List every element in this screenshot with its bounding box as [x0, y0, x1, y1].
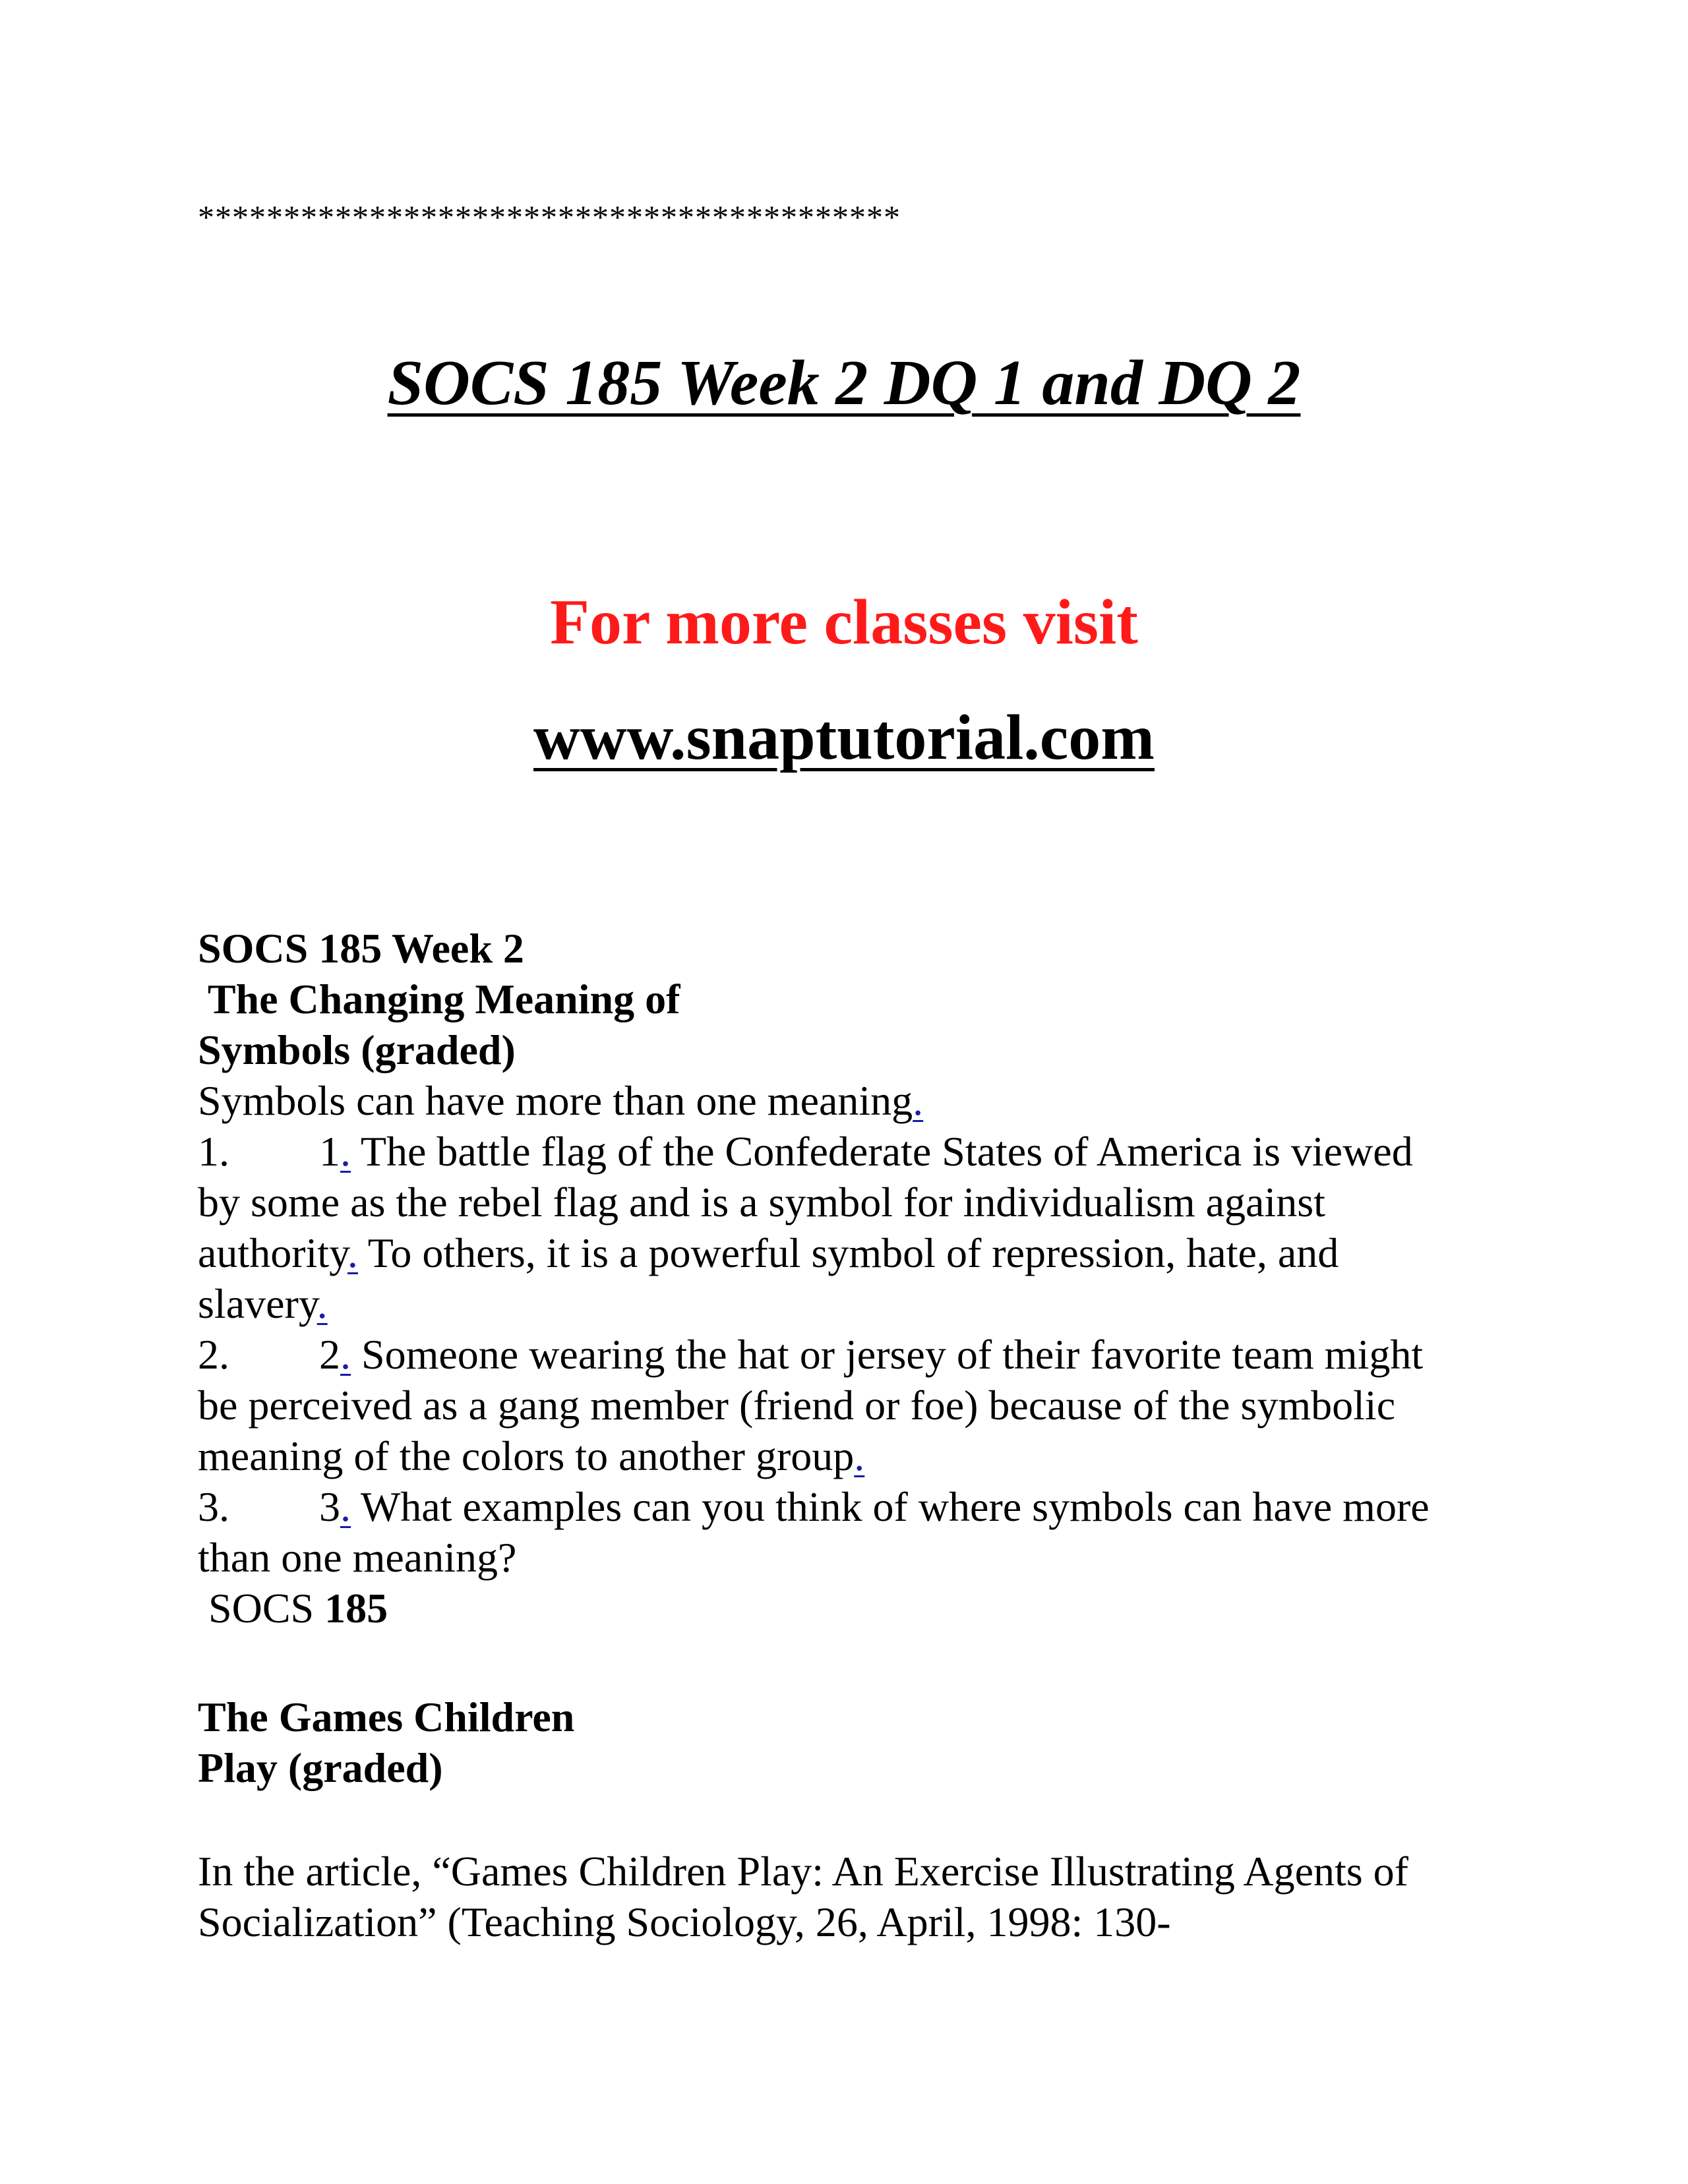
dq1-intro-text: Symbols can have more than one meaning: [198, 1077, 913, 1124]
list-item-3-line-2: than one meaning?: [198, 1534, 517, 1581]
list-item-1-line-2: by some as the rebel flag and is a symbol for individualism against: [198, 1179, 1325, 1225]
document-body: [198, 923, 1503, 1947]
dq1-intro: [198, 1075, 1503, 1126]
dot-link[interactable]: .: [854, 1432, 865, 1479]
dq1-heading-line-1: SOCS 185 Week 2: [198, 925, 524, 972]
dot-link[interactable]: .: [340, 1331, 351, 1378]
list-text: The battle flag of the Confederate States of America is viewed: [351, 1128, 1413, 1175]
dot-link[interactable]: .: [316, 1280, 328, 1327]
list-number: 1.: [198, 1128, 229, 1175]
list-item-2-line-2: be perceived as a gang member (friend or foe) because of the symbolic: [198, 1382, 1396, 1429]
spacer: [198, 1634, 1503, 1692]
document-title: SOCS 185 Week 2 DQ 1 and DQ 2: [387, 347, 1301, 419]
dot-link[interactable]: .: [913, 1077, 924, 1124]
list-item-1-line-4: [198, 1278, 1503, 1329]
dq2-paragraph-line-1: In the article, “Games Children Play: An Exercise Illustrating Agents of: [198, 1848, 1408, 1895]
dq1-heading-line-3: Symbols (graded): [198, 1026, 516, 1073]
list-text: To others, it is a powerful symbol of repression, hate, and: [357, 1229, 1339, 1276]
list-text: What examples can you think of where symbols can have more: [351, 1483, 1430, 1530]
list-sub-number: 1: [319, 1128, 340, 1175]
dq1-heading-line-2: The Changing Meaning of: [198, 976, 680, 1022]
dq2-heading-line-1: The Games Children: [198, 1694, 575, 1740]
course-number: 185: [324, 1585, 388, 1632]
promo-text: For more classes visit: [550, 587, 1138, 658]
course-code-text: SOCS: [198, 1585, 325, 1632]
list-text: authority: [198, 1229, 347, 1276]
dot-link[interactable]: .: [340, 1483, 351, 1530]
dq2-heading-line-2: Play (graded): [198, 1744, 443, 1791]
list-sub-number: 3: [319, 1483, 340, 1530]
site-link[interactable]: www.snaptutorial.com: [533, 702, 1155, 773]
spacer: [198, 1793, 1503, 1846]
list-number: 2.: [198, 1331, 229, 1378]
list-item-2: [198, 1329, 1503, 1380]
list-text: meaning of the colors to another group: [198, 1432, 855, 1479]
dot-link[interactable]: .: [347, 1229, 358, 1276]
list-text: Someone wearing the hat or jersey of their favorite team might: [351, 1331, 1424, 1378]
course-code-footer: [198, 1583, 1503, 1634]
list-text: slavery: [198, 1280, 317, 1327]
dot-link[interactable]: .: [340, 1128, 351, 1175]
list-item-2-line-3: [198, 1431, 1503, 1481]
list-item-3: [198, 1481, 1503, 1532]
separator-stars: *****************************************: [198, 198, 901, 235]
list-number: 3.: [198, 1483, 229, 1530]
dq2-paragraph-line-2: Socialization” (Teaching Sociology, 26, April, 1998: 130-: [198, 1899, 1171, 1945]
list-item-1: [198, 1126, 1503, 1177]
list-item-1-line-3: [198, 1227, 1503, 1278]
list-sub-number: 2: [319, 1331, 340, 1378]
